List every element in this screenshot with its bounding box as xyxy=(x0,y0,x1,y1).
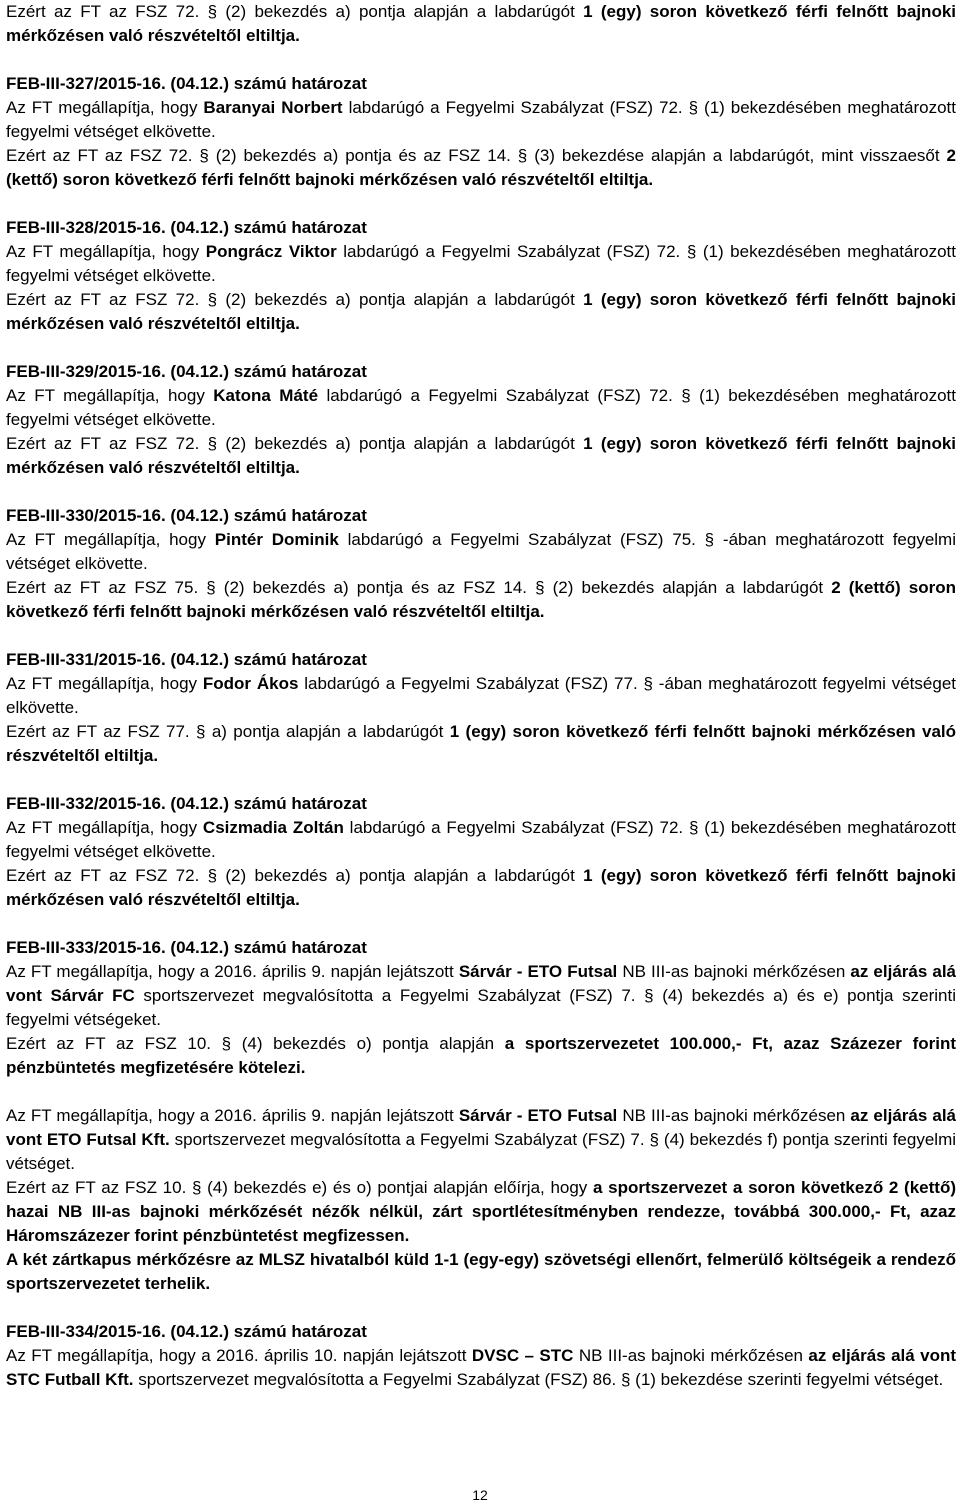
section-gap xyxy=(6,336,956,360)
text-run: Az FT megállapítja, hogy xyxy=(6,386,214,405)
text-run: Az FT megállapítja, hogy xyxy=(6,98,204,117)
bold-text: 1 (egy) soron következő férfi felnőtt bajnoki mérkőzésen való részvételtől eltiltja. xyxy=(6,290,957,333)
text-run: sportszervezet megvalósította a Fegyelmi Szabályzat (FSZ) 86. § (1) bekezdése szerinti fegyelmi vétséget. xyxy=(133,1370,944,1389)
bold-text: 2 (kettő) soron következő férfi felnőtt bajnoki mérkőzésen való részvételtől eltiltja. xyxy=(6,578,956,621)
paragraph xyxy=(6,432,956,480)
decision-section xyxy=(6,360,956,480)
text-run: Az FT megállapítja, hogy xyxy=(6,242,206,261)
bold-text: Sárvár - ETO Futsal xyxy=(458,1106,618,1125)
text-run: sportszervezet megvalósította a Fegyelmi Szabályzat (FSZ) 7. § (4) bekezdés f) pontja szerinti fegyelmi vétséget. xyxy=(6,1130,957,1173)
decision-section xyxy=(6,216,956,336)
decision-heading: FEB-III-333/2015-16. (04.12.) számú határozat xyxy=(6,938,367,957)
bold-text: 1 (egy) soron következő férfi felnőtt bajnoki mérkőzésen való részvételtől eltiltja. xyxy=(6,434,957,477)
paragraph xyxy=(6,144,956,192)
text-run: Az FT megállapítja, hogy xyxy=(6,674,203,693)
bold-text: Pongrácz Viktor xyxy=(205,242,337,261)
decision-heading: FEB-III-328/2015-16. (04.12.) számú határozat xyxy=(6,218,367,237)
decision-section xyxy=(6,72,956,192)
paragraph xyxy=(6,240,956,288)
decision-heading: FEB-III-334/2015-16. (04.12.) számú határozat xyxy=(6,1322,367,1341)
section-gap xyxy=(6,48,956,72)
text-run: Ezért az FT az FSZ 72. § (2) bekezdés a) pontja alapján a labdarúgót xyxy=(6,866,584,885)
text-run: Ezért az FT az FSZ 72. § (2) bekezdés a) pontja alapján a labdarúgót xyxy=(6,434,584,453)
text-run: labdarúgó a Fegyelmi Szabályzat (FSZ) 72. § (1) bekezdésében meghatározott fegyelmi vétséget elkövette. xyxy=(6,98,957,141)
bold-text: 1 (egy) soron következő férfi felnőtt bajnoki mérkőzésen való részvételtől eltiltja. xyxy=(6,722,956,765)
paragraph xyxy=(6,1344,956,1392)
bold-text: Katona Máté xyxy=(213,386,319,405)
text-run: labdarúgó a Fegyelmi Szabályzat (FSZ) 75. § -ában meghatározott fegyelmi vétséget elkövette. xyxy=(6,530,956,573)
decision-section xyxy=(6,792,956,912)
section-gap xyxy=(6,912,956,936)
section-gap xyxy=(6,768,956,792)
paragraph xyxy=(6,864,956,912)
bold-text: az eljárás alá vont STC Futball Kft. xyxy=(6,1346,957,1389)
text-run: labdarúgó a Fegyelmi Szabályzat (FSZ) 72. § (1) bekezdésében meghatározott fegyelmi vétséget elkövette. xyxy=(6,242,956,285)
bold-text: a sportszervezet a soron következő 2 (kettő) hazai NB III-as bajnoki mérkőzését nézők nélkül, zárt sportlétesítményben rendezze, továbbá 300.000,- Ft, azaz Háromszázezer forint pénzbüntetést megfizessen. xyxy=(6,1178,956,1245)
decision-heading: FEB-III-329/2015-16. (04.12.) számú határozat xyxy=(6,362,367,381)
section-gap xyxy=(6,624,956,648)
page-number: 12 xyxy=(472,1487,488,1503)
text-run: Ezért az FT az FSZ 72. § (2) bekezdés a) pontja alapján a labdarúgót xyxy=(6,290,584,309)
bold-text: Pintér Dominik xyxy=(214,530,339,549)
decision-section xyxy=(6,648,956,768)
paragraph xyxy=(6,1032,956,1080)
decisions-list xyxy=(6,48,956,1392)
bold-text: a sportszervezetet 100.000,- Ft, azaz Százezer forint pénzbüntetés megfizetésére kötelezi. xyxy=(6,1034,956,1077)
text-run: Ezért az FT az FSZ 72. § (2) bekezdés a) pontja és az FSZ 14. § (3) bekezdése alapján a labdarúgót, mint visszaesőt xyxy=(6,146,947,165)
text-run: Az FT megállapítja, hogy xyxy=(6,530,215,549)
paragraph xyxy=(6,288,956,336)
text-run: NB III-as bajnoki mérkőzésen xyxy=(573,1346,809,1365)
paragraph xyxy=(6,96,956,144)
decision-heading: FEB-III-327/2015-16. (04.12.) számú határozat xyxy=(6,74,367,93)
bold-text: 2 (kettő) soron következő férfi felnőtt bajnoki mérkőzésen való részvételtől eltiltja. xyxy=(6,146,956,189)
paragraph xyxy=(6,576,956,624)
bold-text: A két zártkapus mérkőzésre az MLSZ hivatalból küld 1-1 (egy-egy) szövetségi ellenőrt, felmerülő költségeik a rendező sportszervezetet terhelik. xyxy=(6,1250,956,1293)
text-run: Ezért az FT az FSZ 72. § (2) bekezdés a) pontja alapján a labdarúgót xyxy=(6,2,584,21)
bold-text: Csizmadia Zoltán xyxy=(202,818,344,837)
text-run: sportszervezet megvalósította a Fegyelmi Szabályzat (FSZ) 7. § (4) bekezdés a) és e) pontja szerinti fegyelmi vétségeket. xyxy=(6,986,956,1029)
bold-text: 1 (egy) soron következő férfi felnőtt bajnoki mérkőzésen való részvételtől eltiltja. xyxy=(6,2,957,45)
text-run: labdarúgó a Fegyelmi Szabályzat (FSZ) 72. § (1) bekezdésében meghatározott fegyelmi vétséget elkövette. xyxy=(6,386,956,429)
document-page xyxy=(6,0,956,1392)
decision-section xyxy=(6,504,956,624)
section-gap xyxy=(6,1296,956,1320)
paragraph-gap xyxy=(6,1080,956,1104)
paragraph xyxy=(6,1176,956,1248)
paragraph xyxy=(6,960,956,1032)
paragraph xyxy=(6,816,956,864)
decision-heading: FEB-III-331/2015-16. (04.12.) számú határozat xyxy=(6,650,367,669)
decision-heading: FEB-III-332/2015-16. (04.12.) számú határozat xyxy=(6,794,367,813)
bold-text: Baranyai Norbert xyxy=(203,98,343,117)
text-run: Az FT megállapítja, hogy a 2016. április 9. napján lejátszott xyxy=(6,1106,459,1125)
decision-section xyxy=(6,1320,956,1392)
text-run: Ezért az FT az FSZ 75. § (2) bekezdés a) pontja és az FSZ 14. § (2) bekezdés alapján a labdarúgót xyxy=(6,578,832,597)
bold-text: Sárvár - ETO Futsal xyxy=(458,962,618,981)
text-run: Ezért az FT az FSZ 10. § (4) bekezdés o) pontja alapján xyxy=(6,1034,505,1053)
decision-heading: FEB-III-330/2015-16. (04.12.) számú határozat xyxy=(6,506,367,525)
bold-text: DVSC – STC xyxy=(471,1346,574,1365)
bold-text: 1 (egy) soron következő férfi felnőtt bajnoki mérkőzésen való részvételtől eltiltja. xyxy=(6,866,957,909)
paragraph xyxy=(6,1104,956,1176)
text-run: Az FT megállapítja, hogy xyxy=(6,818,203,837)
text-run: Ezért az FT az FSZ 77. § a) pontja alapján a labdarúgót xyxy=(6,722,450,741)
paragraph xyxy=(6,720,956,768)
paragraph xyxy=(6,1248,956,1296)
section-gap xyxy=(6,192,956,216)
bold-text: az eljárás alá vont Sárvár FC xyxy=(6,962,956,1005)
section-gap xyxy=(6,480,956,504)
text-run: labdarúgó a Fegyelmi Szabályzat (FSZ) 72. § (1) bekezdésében meghatározott fegyelmi vétséget elkövette. xyxy=(6,818,956,861)
text-run: Ezért az FT az FSZ 10. § (4) bekezdés e) és o) pontjai alapján előírja, hogy xyxy=(6,1178,594,1197)
text-run: labdarúgó a Fegyelmi Szabályzat (FSZ) 77. § -ában meghatározott fegyelmi vétséget elkövette. xyxy=(6,674,956,717)
text-run: Az FT megállapítja, hogy a 2016. április 10. napján lejátszott xyxy=(6,1346,472,1365)
text-run: NB III-as bajnoki mérkőzésen xyxy=(617,1106,851,1125)
paragraph xyxy=(6,384,956,432)
paragraph xyxy=(6,0,956,48)
bold-text: az eljárás alá vont ETO Futsal Kft. xyxy=(6,1106,956,1149)
decision-section xyxy=(6,936,956,1296)
text-run: NB III-as bajnoki mérkőzésen xyxy=(617,962,851,981)
text-run: Az FT megállapítja, hogy a 2016. április 9. napján lejátszott xyxy=(6,962,459,981)
intro-block xyxy=(6,0,956,48)
paragraph xyxy=(6,528,956,576)
paragraph xyxy=(6,672,956,720)
bold-text: Fodor Ákos xyxy=(202,674,299,693)
